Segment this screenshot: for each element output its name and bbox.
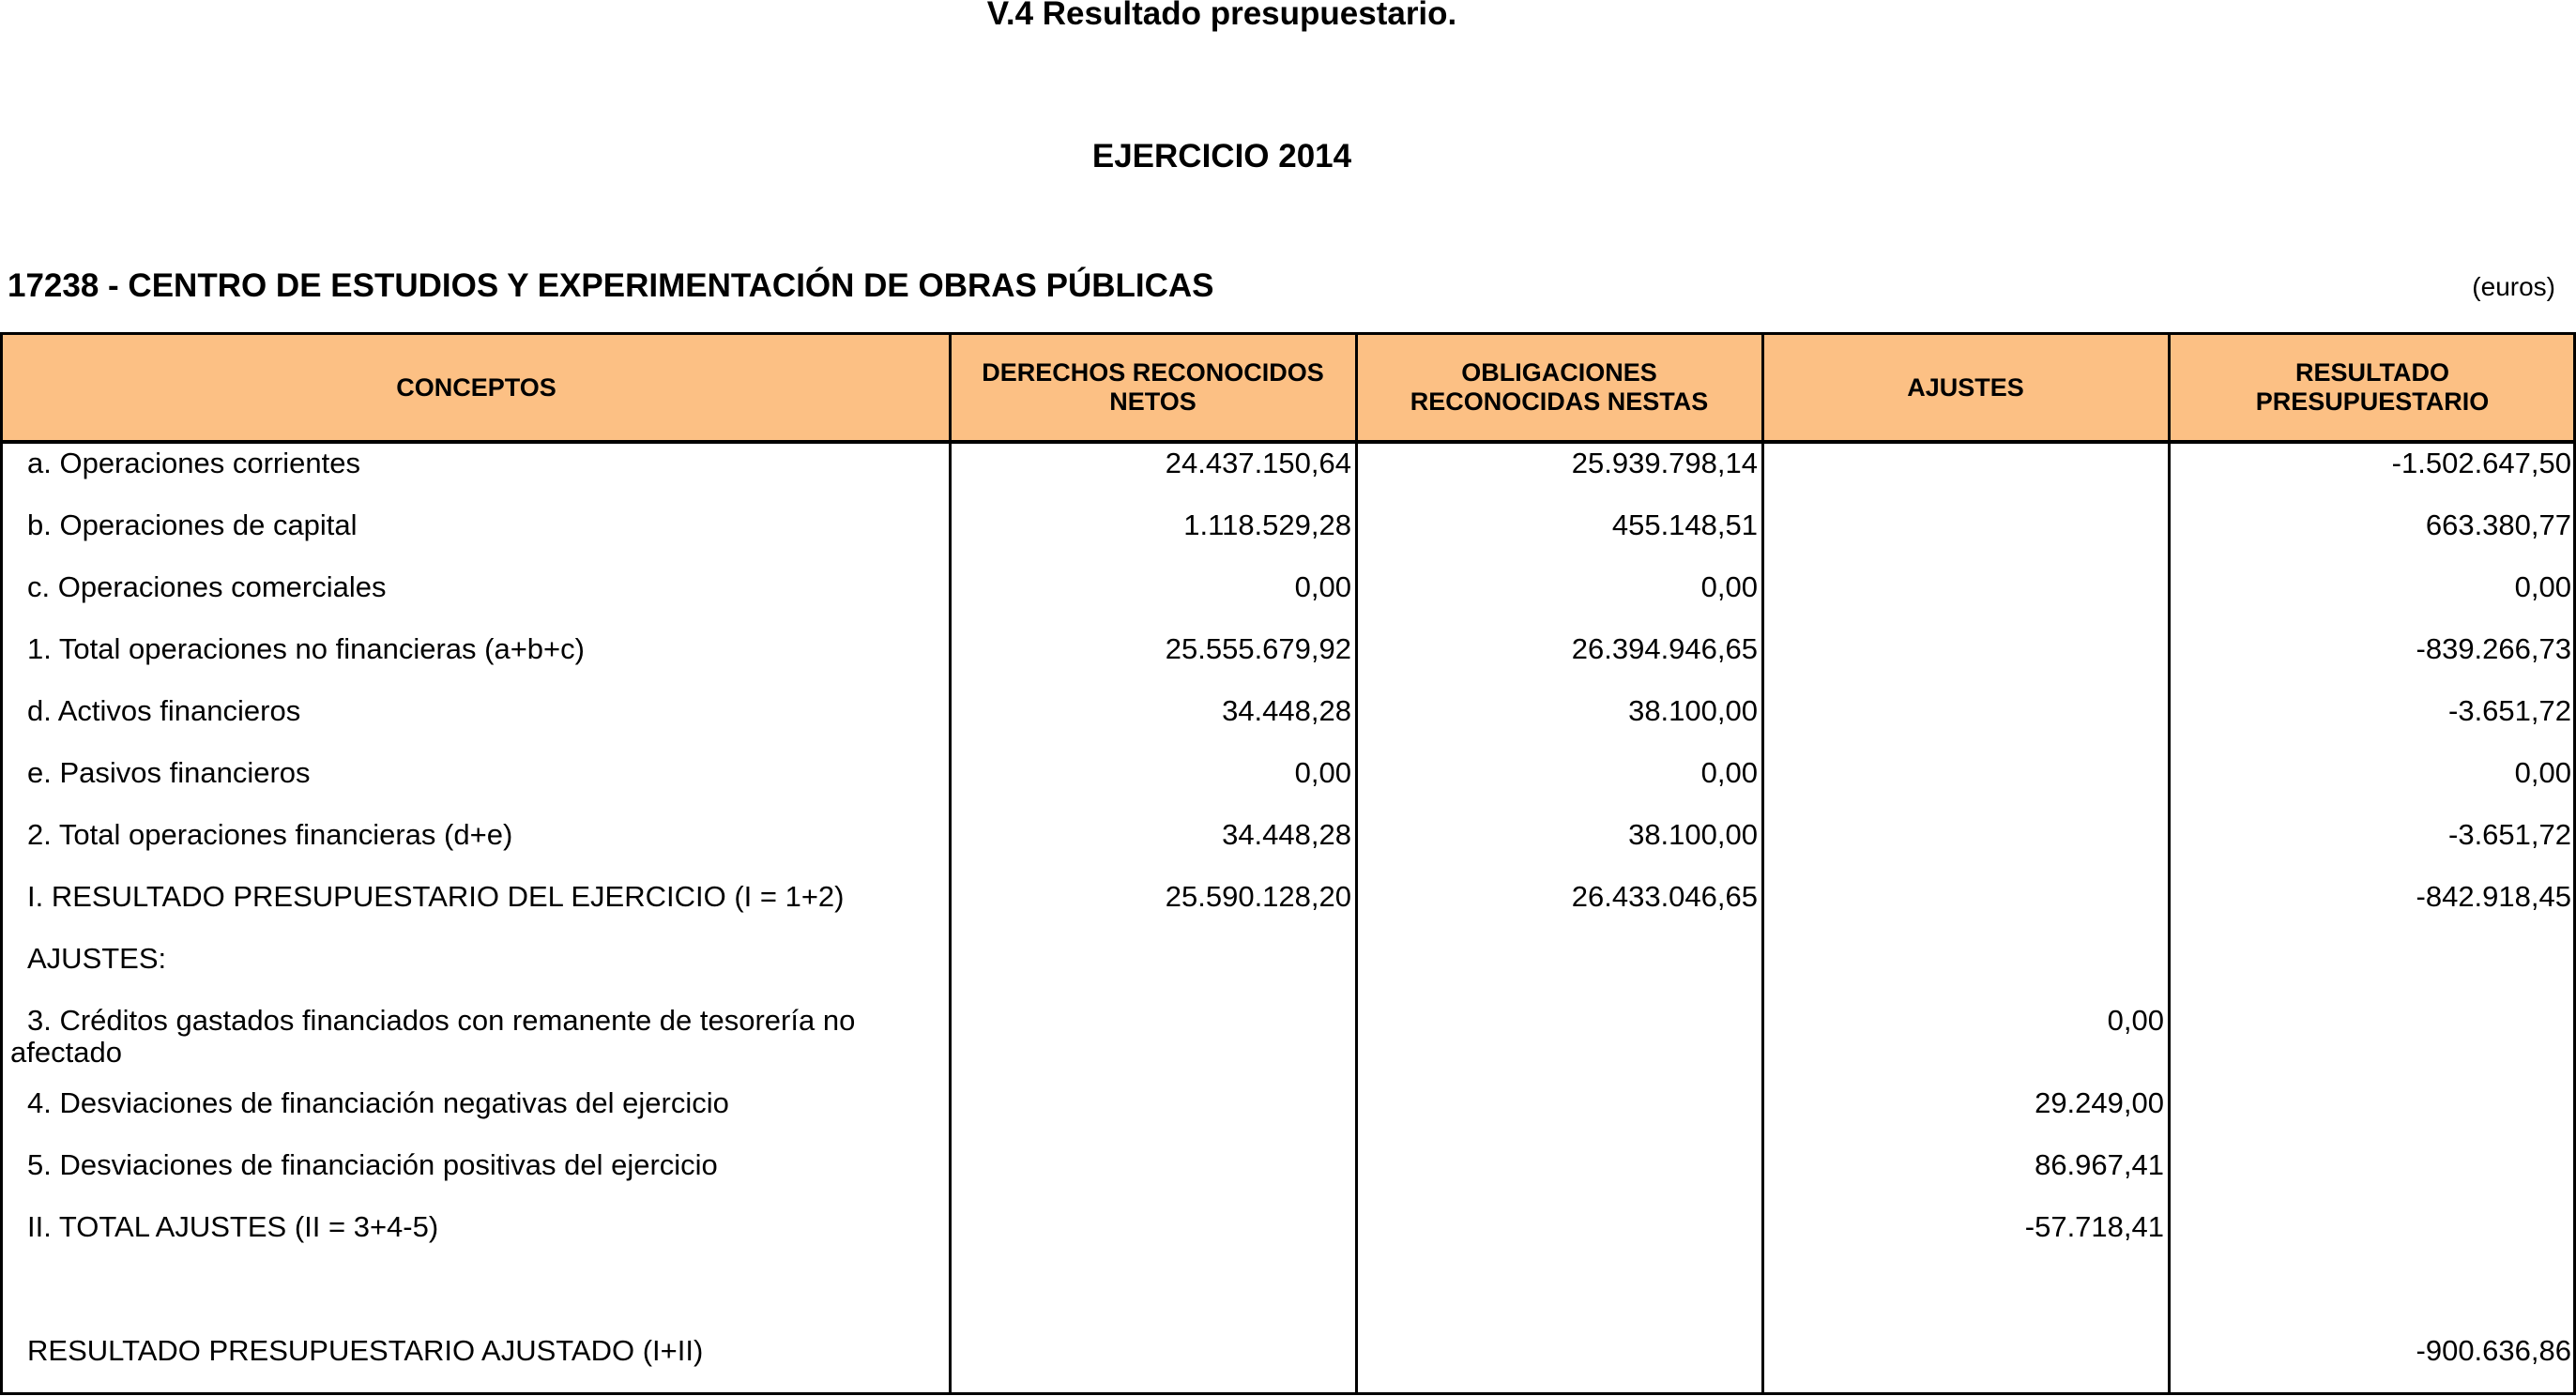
row-concept: d. Activos financieros <box>27 694 301 727</box>
column-header-ajustes: AJUSTES <box>1907 372 2024 402</box>
table-row <box>3 877 2573 939</box>
row-resultado: 0,00 <box>2514 570 2571 603</box>
row-ajustes: 86.967,41 <box>2035 1148 2164 1181</box>
unit-label: (euros) <box>2472 272 2555 301</box>
column-header-conceptos: CONCEPTOS <box>396 372 556 402</box>
row-obligaciones: 38.100,00 <box>1628 694 1758 727</box>
year-title: EJERCICIO 2014 <box>1091 138 1352 174</box>
row-concept: 2. Total operaciones financieras (d+e) <box>27 818 513 851</box>
row-concept: II. TOTAL AJUSTES (II = 3+4-5) <box>27 1210 439 1243</box>
row-obligaciones: 455.148,51 <box>1611 508 1758 541</box>
table-row <box>3 444 2573 506</box>
row-ajustes: -57.718,41 <box>2024 1210 2164 1243</box>
table-row <box>3 1001 2573 1084</box>
row-concept: e. Pasivos financieros <box>27 756 311 789</box>
row-derechos: 34.448,28 <box>1222 818 1351 851</box>
column-header-derechos: DERECHOS RECONOCIDOS NETOS <box>982 358 1324 416</box>
table-row <box>3 815 2573 877</box>
table-row <box>3 939 2573 1001</box>
row-obligaciones: 26.433.046,65 <box>1571 880 1758 913</box>
table-row <box>3 1207 2573 1269</box>
row-derechos: 25.555.679,92 <box>1165 632 1351 665</box>
row-concept: a. Operaciones corrientes <box>27 447 360 479</box>
main-title: V.4 Resultado presupuestario. <box>986 0 1457 32</box>
row-derechos: 24.437.150,64 <box>1165 447 1351 479</box>
row-ajustes: 29.249,00 <box>2035 1086 2164 1119</box>
entity-title: 17238 - CENTRO DE ESTUDIOS Y EXPERIMENTACIÓN DE OBRAS PÚBLICAS <box>8 267 1214 304</box>
row-obligaciones: 38.100,00 <box>1628 818 1758 851</box>
row-resultado: 0,00 <box>2514 756 2571 789</box>
row-derechos: 25.590.128,20 <box>1165 880 1351 913</box>
row-resultado: -900.636,86 <box>2416 1334 2571 1367</box>
table-row <box>3 1146 2573 1207</box>
row-resultado: -3.651,72 <box>2448 694 2571 727</box>
table-row <box>3 568 2573 630</box>
row-concept: 4. Desviaciones de financiación negativas del ejercicio <box>27 1086 729 1119</box>
row-concept: 5. Desviaciones de financiación positivas del ejercicio <box>27 1148 718 1181</box>
row-resultado: -839.266,73 <box>2416 632 2571 665</box>
budget-result-table <box>0 332 2576 1395</box>
table-row <box>3 1331 2573 1393</box>
row-obligaciones: 25.939.798,14 <box>1571 447 1758 479</box>
column-header-obligaciones: OBLIGACIONES RECONOCIDAS NESTAS <box>1410 358 1709 416</box>
row-derechos: 0,00 <box>1294 756 1351 789</box>
row-resultado: -842.918,45 <box>2416 880 2571 913</box>
row-concept: I. RESULTADO PRESUPUESTARIO DEL EJERCICIO (I = 1+2) <box>27 880 845 913</box>
row-resultado: 663.380,77 <box>2425 508 2571 541</box>
row-derechos: 1.118.529,28 <box>1183 508 1351 541</box>
row-concept: 1. Total operaciones no financieras (a+b+c) <box>27 632 585 665</box>
row-obligaciones: 26.394.946,65 <box>1571 632 1758 665</box>
row-concept: RESULTADO PRESUPUESTARIO AJUSTADO (I+II) <box>27 1334 704 1367</box>
row-obligaciones: 0,00 <box>1700 756 1758 789</box>
row-resultado: -1.502.647,50 <box>2391 447 2571 479</box>
row-derechos: 0,00 <box>1294 570 1351 603</box>
table-row <box>3 1084 2573 1146</box>
table-row <box>3 506 2573 568</box>
table-header-row <box>3 335 2573 444</box>
row-resultado: -3.651,72 <box>2448 818 2571 851</box>
row-derechos: 34.448,28 <box>1222 694 1351 727</box>
row-concept: b. Operaciones de capital <box>27 508 358 541</box>
row-concept: 3. Créditos gastados financiados con remanente de tesorería no afectado <box>10 1004 856 1069</box>
column-header-resultado: RESULTADO PRESUPUESTARIO <box>2255 358 2490 416</box>
row-ajustes: 0,00 <box>2107 1004 2164 1037</box>
row-concept: AJUSTES: <box>27 942 167 975</box>
table-row <box>3 630 2573 691</box>
table-row <box>3 753 2573 815</box>
row-concept: c. Operaciones comerciales <box>27 570 387 603</box>
table-row <box>3 691 2573 753</box>
row-obligaciones: 0,00 <box>1700 570 1758 603</box>
